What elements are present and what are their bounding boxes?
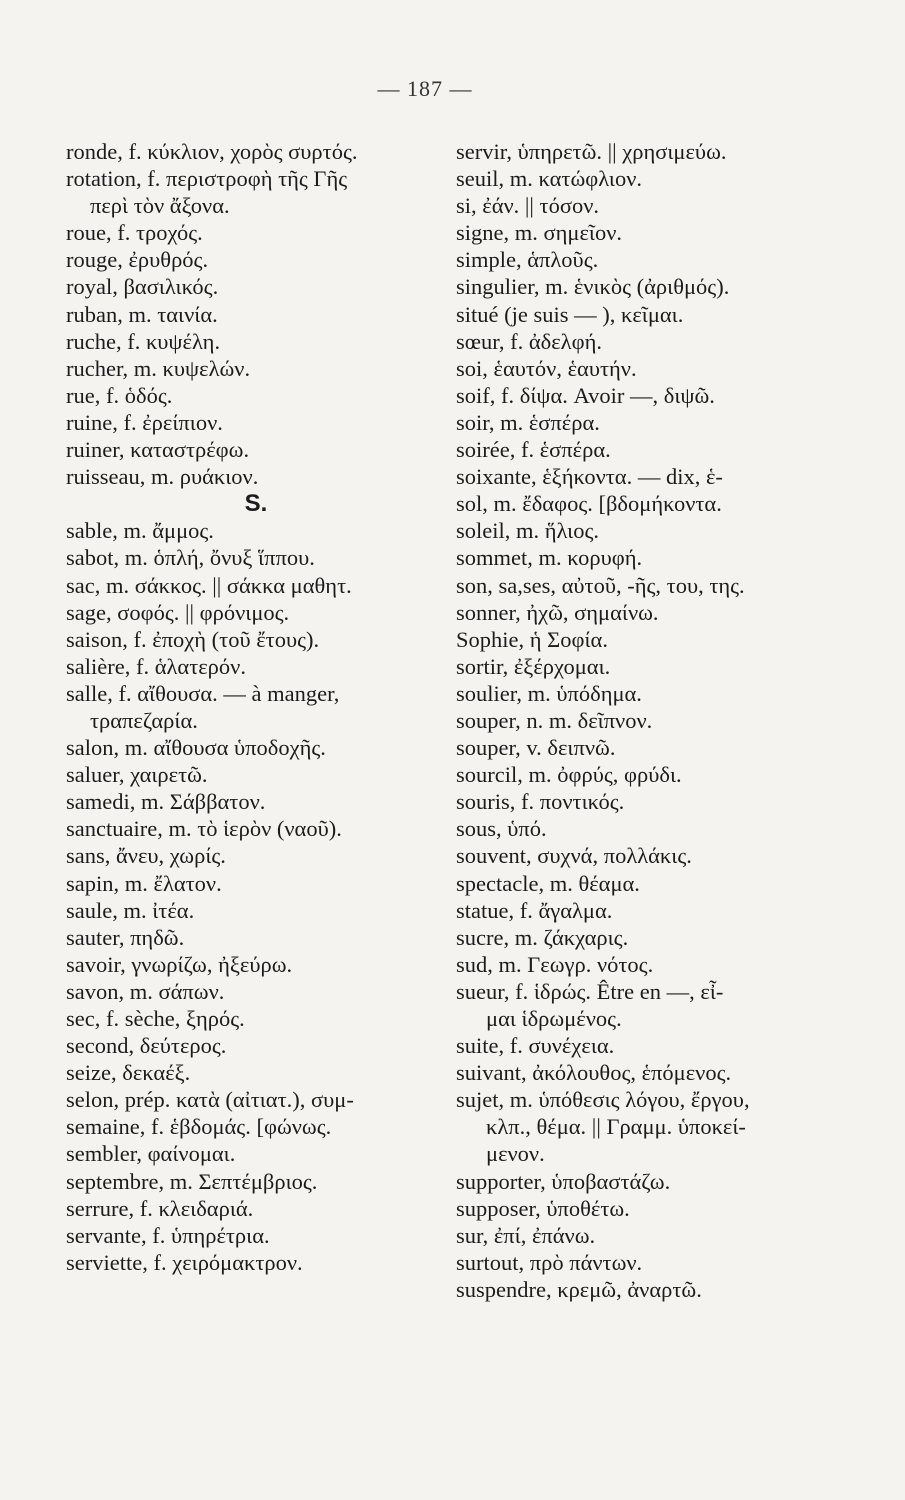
dictionary-entry: salière, f. ἁλατερόν. — [66, 653, 246, 679]
dictionary-entry-continuation: κλπ., θέμα. || Γραμμ. ὑποκεί- — [486, 1114, 746, 1140]
dictionary-entry: servir, ὑπηρετῶ. || χρησιμεύω. — [456, 139, 727, 164]
dictionary-entry: sol, m. ἔδαφος. [βδομήκοντα. — [456, 491, 722, 517]
dictionary-entry: roue, f. τροχός. — [66, 220, 203, 246]
dictionary-entry: supposer, ὑποθέτω. — [456, 1195, 630, 1221]
dictionary-entry: souvent, συχνά, πολλάκις. — [456, 843, 692, 869]
dictionary-entry: suspendre, κρεμῶ, ἀναρτῶ. — [456, 1276, 702, 1302]
dictionary-entry: septembre, m. Σεπτέμβριος. — [66, 1168, 318, 1194]
dictionary-entry: sable, m. ἄμμος. — [66, 518, 214, 544]
dictionary-entry: sabot, m. ὁπλή, ὄνυξ ἵππου. — [66, 545, 315, 571]
dictionary-entry: souper, v. δειπνῶ. — [456, 735, 616, 761]
dictionary-entry: suite, f. συνέχεια. — [456, 1033, 615, 1059]
dictionary-entry: ruiner, καταστρέφω. — [66, 437, 250, 463]
dictionary-entry: sœur, f. ἀδελφή. — [456, 328, 602, 354]
dictionary-entry: soir, m. ἑσπέρα. — [456, 409, 600, 435]
dictionary-entry: sud, m. Γεωγρ. νότος. — [456, 951, 654, 977]
dictionary-entry: seuil, m. κατώφλιον. — [456, 166, 642, 192]
dictionary-entry: ruche, f. κυψέλη. — [66, 328, 221, 354]
dictionary-entry: sec, f. sèche, ξηρός. — [66, 1006, 245, 1031]
dictionary-entry: supporter, ὑποβαστάζω. — [456, 1168, 671, 1194]
dictionary-entry: sueur, f. ἱδρώς. Être en —, εἶ- — [456, 978, 724, 1004]
dictionary-entry: rouge, ἐρυθρός. — [66, 247, 209, 273]
right-column — [456, 138, 856, 1303]
left-column — [66, 138, 446, 1276]
dictionary-entry: sommet, m. κορυφή. — [456, 545, 643, 571]
dictionary-entry: savon, m. σάπων. — [66, 978, 225, 1004]
dictionary-entry: savoir, γνωρίζω, ἠξεύρω. — [66, 951, 293, 977]
dictionary-entry: sur, ἐπί, ἐπάνω. — [456, 1222, 596, 1248]
dictionary-entry: soirée, f. ἑσπέρα. — [456, 437, 611, 463]
dictionary-entry: souris, f. ποντικός. — [456, 789, 625, 815]
dictionary-entry: soi, ἑαυτόν, ἑαυτήν. — [456, 355, 637, 381]
dictionary-entry: sucre, m. ζάκχαρις. — [456, 924, 629, 950]
dictionary-entry-continuation: τραπεζαρία. — [90, 707, 198, 733]
dictionary-entry: sapin, m. ἔλατον. — [66, 870, 222, 896]
dictionary-entry: saison, f. ἐποχὴ (τοῦ ἔτους). — [66, 626, 320, 652]
dictionary-entry: soixante, ἑξήκοντα. — dix, ἑ- — [456, 464, 723, 490]
dictionary-entry: ruban, m. ταινία. — [66, 301, 218, 327]
dictionary-entry: soulier, m. ὑπόδημα. — [456, 680, 642, 706]
dictionary-entry: spectacle, m. θέαμα. — [456, 870, 640, 896]
dictionary-entry: souper, n. m. δεῖπνον. — [456, 707, 653, 733]
dictionary-entry: seize, δεκαέξ. — [66, 1060, 191, 1086]
dictionary-entry: ruisseau, m. ρυάκιον. — [66, 464, 259, 490]
dictionary-entry: semaine, f. ἑβδομάς. [φώνως. — [66, 1114, 332, 1140]
dictionary-entry: ruine, f. ἐρείπιον. — [66, 409, 223, 435]
dictionary-entry: soleil, m. ἥλιος. — [456, 518, 599, 544]
dictionary-entry: sanctuaire, m. τὸ ἱερὸν (ναοῦ). — [66, 816, 342, 842]
dictionary-entry: sans, ἄνευ, χωρίς. — [66, 843, 226, 869]
dictionary-entry: situé (je suis — ), κεῖμαι. — [456, 301, 684, 327]
dictionary-entry: sembler, φαίνομαι. — [66, 1141, 236, 1167]
dictionary-entry: sac, m. σάκκος. || σάκκα μαθητ. — [66, 572, 352, 598]
dictionary-entry: statue, f. ἄγαλμα. — [456, 897, 613, 923]
dictionary-entry: serviette, f. χειρόμακτρον. — [66, 1249, 303, 1275]
dictionary-entry: singulier, m. ἑνικὸς (ἀριθμός). — [456, 274, 730, 300]
dictionary-entry: rue, f. ὁδός. — [66, 382, 173, 408]
dictionary-entry: sauter, πηδῶ. — [66, 924, 185, 950]
dictionary-entry: si, ἐάν. || τόσον. — [456, 193, 600, 219]
dictionary-entry: rotation, f. περιστροφὴ τῆς Γῆς — [66, 166, 348, 192]
dictionary-entry: saule, m. ἰτέα. — [66, 897, 195, 923]
dictionary-entry: royal, βασιλικός. — [66, 274, 219, 300]
dictionary-entry: sous, ὑπό. — [456, 816, 547, 842]
dictionary-entry: signe, m. σημεῖον. — [456, 220, 623, 246]
dictionary-entry: second, δεύτερος. — [66, 1033, 227, 1059]
dictionary-entry-continuation: περὶ τὸν ἄξονα. — [90, 193, 230, 219]
dictionary-entry: serrure, f. κλειδαριά. — [66, 1195, 254, 1221]
dictionary-entry: Sophie, ἡ Σοφία. — [456, 626, 608, 652]
dictionary-entry: sortir, ἐξέρχομαι. — [456, 653, 611, 679]
dictionary-entry: samedi, m. Σάββατον. — [66, 789, 266, 815]
dictionary-entry: servante, f. ὑπηρέτρια. — [66, 1222, 270, 1248]
dictionary-entry: sage, σοφός. || φρόνιμος. — [66, 599, 290, 625]
dictionary-entry-continuation: μενον. — [486, 1141, 545, 1167]
dictionary-entry: sujet, m. ὑπόθεσις λόγου, ἔργου, — [456, 1087, 750, 1113]
dictionary-entry-continuation: μαι ἱδρωμένος. — [486, 1006, 622, 1031]
section-heading-letter: S. — [244, 490, 268, 518]
dictionary-entry: ronde, f. κύκλιον, χορὸς συρτός. — [66, 139, 358, 164]
dictionary-entry: son, sa,ses, αὐτοῦ, -ῆς, του, της. — [456, 572, 745, 598]
dictionary-entry: salon, m. αἴθουσα ὑποδοχῆς. — [66, 735, 326, 761]
dictionary-entry: simple, ἁπλοῦς. — [456, 247, 599, 273]
dictionary-entry: rucher, m. κυψελών. — [66, 355, 251, 381]
page-number: — 187 — — [377, 76, 473, 101]
dictionary-entry: surtout, πρὸ πάντων. — [456, 1249, 643, 1275]
dictionary-entry: selon, prép. κατὰ (αἰτιατ.), συμ- — [66, 1087, 354, 1113]
dictionary-entry: sourcil, m. ὀφρύς, φρύδι. — [456, 762, 682, 788]
dictionary-entry: suivant, ἀκόλουθος, ἑπόμενος. — [456, 1060, 732, 1086]
dictionary-entry: sonner, ἠχῶ, σημαίνω. — [456, 599, 659, 625]
dictionary-entry: saluer, χαιρετῶ. — [66, 762, 208, 788]
dictionary-entry: salle, f. αἴθουσα. — à manger, — [66, 680, 340, 706]
dictionary-entry: soif, f. δίψα. Avoir —, διψῶ. — [456, 382, 715, 408]
